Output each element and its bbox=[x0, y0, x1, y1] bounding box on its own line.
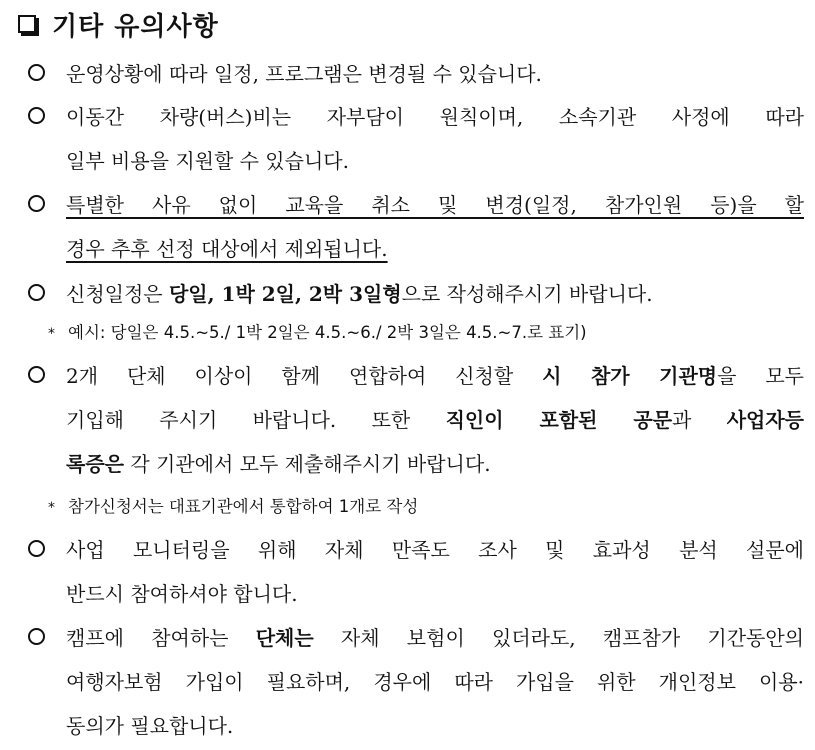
section-heading bbox=[16, 4, 219, 44]
item-text: 일부 비용을 지원할 수 있습니다. bbox=[66, 149, 349, 173]
item-text bbox=[66, 183, 804, 227]
item-text: 동의가 필요합니다. bbox=[66, 714, 234, 738]
underlined-text: 경우 추후 선정 대상에서 제외됩니다. bbox=[66, 237, 388, 261]
hollow-circle-bullet-icon bbox=[28, 284, 45, 301]
section-title: 기타 유의사항 bbox=[52, 11, 219, 42]
checkbox-square-icon bbox=[18, 15, 36, 33]
hollow-circle-bullet-icon bbox=[28, 540, 45, 557]
item-text bbox=[66, 398, 804, 442]
bold-text: 직인이 포함된 공문 bbox=[445, 408, 673, 432]
text-segment: 각 기관에서 모두 제출해주시기 바랍니다. bbox=[123, 452, 491, 476]
note-line bbox=[48, 315, 587, 351]
bold-text: 록증은 bbox=[66, 452, 124, 476]
hollow-circle-bullet-icon bbox=[28, 107, 45, 124]
text-segment: 으로 작성해주시기 바랍니다. bbox=[401, 282, 653, 306]
bold-text: 시 참가 기관명 bbox=[542, 364, 718, 388]
bold-text: 단체는 bbox=[255, 626, 314, 650]
text-segment: 2개 단체 이상이 함께 연합하여 신청할 bbox=[66, 364, 543, 388]
item-text bbox=[66, 442, 804, 486]
hollow-circle-bullet-icon bbox=[28, 628, 45, 645]
item-text bbox=[66, 354, 804, 398]
item-text: 반드시 참여하셔야 합니다. bbox=[66, 582, 298, 606]
bold-text: 당일, 1박 2일, 2박 3일형 bbox=[168, 282, 402, 306]
text-segment: 과 bbox=[672, 408, 727, 432]
item-text: 여행자보험 가입이 필요하며, 경우에 따라 가입을 위한 개인정보 이용· bbox=[66, 670, 804, 694]
hollow-circle-bullet-icon bbox=[28, 366, 45, 383]
note-line bbox=[48, 489, 418, 525]
text-segment: 기입해 주시기 바랍니다. 또한 bbox=[66, 408, 446, 432]
item-text bbox=[66, 272, 804, 316]
text-segment: 캠프에 참여하는 bbox=[66, 626, 256, 650]
underlined-text: 특별한 사유 없이 교육을 취소 및 변경(일정, 참가인원 등)을 할 bbox=[66, 193, 804, 217]
item-text: 운영상황에 따라 일정, 프로그램은 변경될 수 있습니다. bbox=[66, 62, 542, 86]
item-text bbox=[66, 616, 804, 660]
text-segment: 을 모두 bbox=[717, 364, 804, 388]
hollow-circle-bullet-icon bbox=[28, 195, 45, 212]
item-text bbox=[66, 227, 804, 271]
note-text: 참가신청서는 대표기관에서 통합하여 1개로 작성 bbox=[68, 497, 419, 516]
text-segment: 자체 보험이 있더라도, 캠프참가 기간동안의 bbox=[313, 626, 804, 650]
item-text: 이동간 차량(버스)비는 자부담이 원칙이며, 소속기관 사정에 따라 bbox=[66, 105, 804, 129]
note-text: 예시: 당일은 4.5.~5./ 1박 2일은 4.5.~6./ 2박 3일은 4.5.~7.로 표기) bbox=[68, 323, 587, 342]
item-text: 사업 모니터링을 위해 자체 만족도 조사 및 효과성 분석 설문에 bbox=[66, 538, 804, 562]
text-segment: 신청일정은 bbox=[66, 282, 169, 306]
hollow-circle-bullet-icon bbox=[28, 64, 45, 81]
asterisk-marker: * bbox=[48, 500, 55, 516]
bold-text: 사업자등 bbox=[726, 408, 804, 432]
asterisk-marker: * bbox=[48, 326, 55, 342]
